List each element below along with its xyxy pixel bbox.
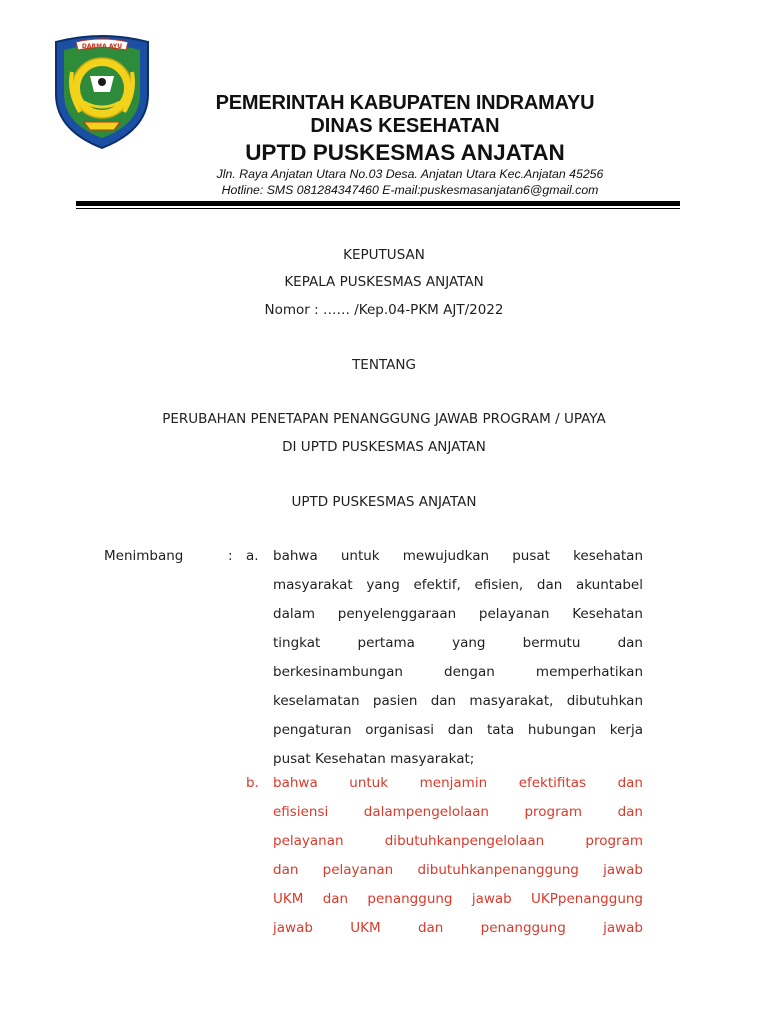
decree-title: KEPUTUSAN [343, 247, 425, 263]
decree-issuer-title: KEPALA PUSKESMAS ANJATAN [284, 274, 484, 290]
item-a-line: dalam penyelenggaraan pelayanan Kesehatan [273, 606, 643, 622]
address-line: Jln. Raya Anjatan Utara No.03 Desa. Anjatan Utara Kec.Anjatan 45256 [216, 167, 604, 181]
item-b-line: UKM dan penanggung jawab UKPpenanggung [273, 891, 643, 907]
contact-line: Hotline: SMS 081284347460 E-mail:puskesmasanjatan6@gmail.com [221, 183, 599, 197]
item-a-letter: a. [246, 548, 259, 564]
item-b-paragraph [273, 769, 643, 943]
department-name: DINAS KESEHATAN [310, 115, 500, 137]
unit-name: UPTD PUSKESMAS ANJATAN [245, 140, 565, 165]
item-a-line: bahwa untuk mewujudkan pusat kesehatan [273, 548, 643, 564]
menimbang-label: Menimbang [104, 548, 184, 564]
subject-line-2: DI UPTD PUSKESMAS ANJATAN [282, 439, 486, 455]
item-a-line: berkesinambungan dengan memperhatikan [273, 664, 643, 680]
item-b-line: bahwa untuk menjamin efektifitas dan [273, 775, 643, 791]
logo-motto: DARMA AYU [81, 43, 123, 50]
decree-number: Nomor : …… /Kep.04-PKM AJT/2022 [264, 302, 504, 318]
letterhead [0, 0, 768, 210]
item-b-letter: b. [246, 775, 259, 791]
tentang-heading: TENTANG [352, 357, 416, 373]
item-a-paragraph [273, 542, 643, 774]
indramayu-coat-of-arms-icon [50, 32, 154, 150]
menimbang-colon: : [228, 548, 233, 564]
item-b-line: dan pelayanan dibutuhkanpenanggung jawab [273, 862, 643, 878]
item-a-line: keselamatan pasien dan masyarakat, dibutuhkan [273, 693, 643, 709]
item-a-line: tingkat pertama yang bermutu dan [273, 635, 643, 651]
item-b-line: efisiensi dalampengelolaan program dan [273, 804, 643, 820]
item-a-line: masyarakat yang efektif, efisien, dan akuntabel [273, 577, 643, 593]
item-a-line: pengaturan organisasi dan tata hubungan kerja [273, 722, 643, 738]
item-b-line: jawab UKM dan penanggung jawab [273, 920, 643, 936]
letterhead-address-block [150, 166, 670, 198]
letterhead-rule-thin [76, 208, 680, 209]
government-name: PEMERINTAH KABUPATEN INDRAMAYU [215, 92, 595, 114]
issuing-authority: UPTD PUSKESMAS ANJATAN [291, 494, 477, 510]
item-a-line: pusat Kesehatan masyarakat; [273, 751, 475, 767]
letterhead-titles [190, 92, 620, 167]
item-b-line: pelayanan dibutuhkanpengelolaan program [273, 833, 643, 849]
letterhead-rule-thick [76, 201, 680, 206]
subject-line-1: PERUBAHAN PENETAPAN PENANGGUNG JAWAB PROGRAM / UPAYA [162, 411, 606, 427]
